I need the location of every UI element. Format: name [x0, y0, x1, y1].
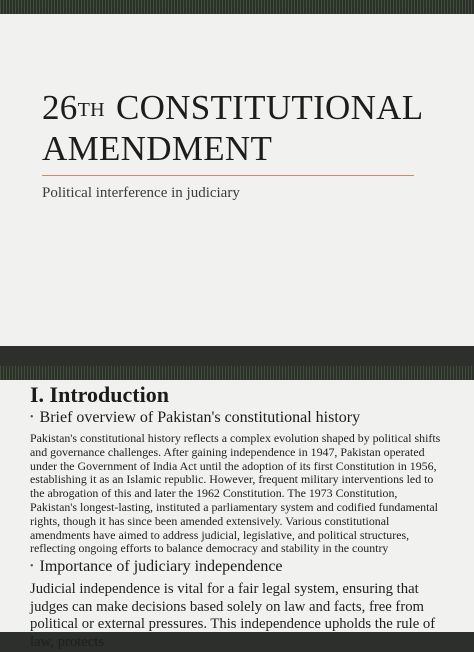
bullet-dot-icon: • — [30, 561, 34, 573]
title-ordinal-suffix: TH — [77, 99, 105, 121]
bullet-item — [30, 408, 444, 430]
title-number: 26 — [42, 88, 78, 127]
bullet-text: Brief overview of Pakistan's constitutional history — [39, 409, 361, 426]
slide-title — [42, 87, 423, 169]
bullet-dot-icon: • — [30, 412, 34, 423]
top-stripe — [0, 366, 474, 380]
slide-content — [0, 366, 474, 652]
title-line1: CONSTITUTIONAL — [115, 88, 424, 127]
title-line2: AMENDMENT — [42, 129, 273, 168]
history-paragraph: Pakistan's constitutional history reflects a complex evolution shaped by political shifts and governance challenges. After gaining independence in 1947, Pakistan operated under the Government of India Act until the adoption of its first Constitution in 1956, establishing it as an Islamic republic. However, frequent military interventions led to the abrogation of this and later the 1962 Constitution. The 1973 Constitution, Pakistan's longest-lasting, instituted a parliamentary system and codified fundamental rights, though it has since been amended extensively. Various constitutional amendments have aimed to address judicial, legislative, and political structures, reflecting ongoing efforts to balance democracy and stability in the country — [30, 431, 441, 556]
introduction-slide — [0, 366, 474, 650]
bullet-text: Importance of judiciary independence — [39, 558, 283, 576]
independence-paragraph: Judicial independence is vital for a fair legal system, ensuring that judges can make decisions based solely on law and facts, free from political or external pressures. This independence upholds the rule of law, protects — [30, 581, 436, 650]
title-divider — [42, 175, 414, 176]
section-heading: I. Introduction — [30, 382, 169, 407]
slide-subtitle: Political interference in judiciary — [42, 185, 240, 201]
bullet-item — [30, 557, 444, 579]
top-stripe — [0, 0, 474, 14]
